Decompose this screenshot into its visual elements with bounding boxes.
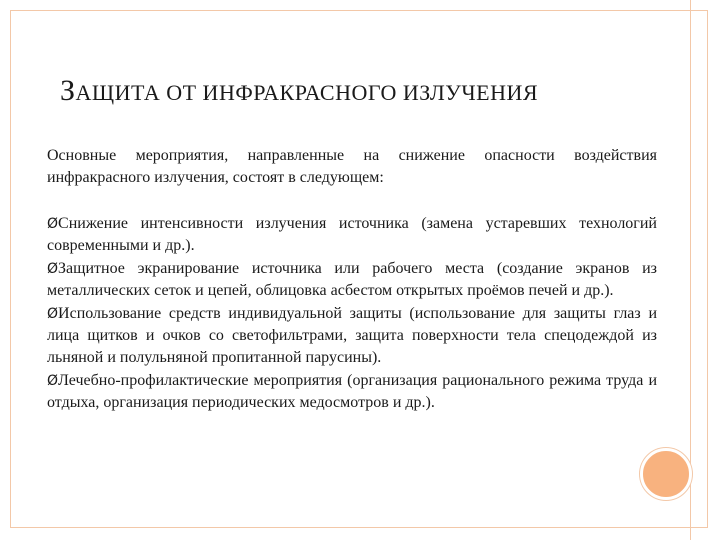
slide-body <box>47 145 657 415</box>
title-rest: АЩИТА ОТ ИНФРАКРАСНОГО ИЗЛУЧЕНИЯ <box>75 80 539 105</box>
list-item-text: Лечебно-профилактические мероприятия (организация рационального режима труда и отдыха, организация периодических медосмотров и др.). <box>47 372 657 411</box>
list-item <box>47 213 657 257</box>
intro-paragraph: Основные мероприятия, направленные на снижение опасности воздействия инфракрасного излучения, состоят в следующем: <box>47 147 657 186</box>
measures-list <box>47 213 657 414</box>
list-item <box>47 303 657 369</box>
arrow-bullet-icon: Ø <box>47 306 59 322</box>
slide-title <box>60 74 660 108</box>
title-first-letter: З <box>60 74 76 107</box>
list-item <box>47 370 657 414</box>
decorative-circle <box>640 448 692 500</box>
arrow-bullet-icon: Ø <box>47 216 59 232</box>
list-item <box>47 258 657 302</box>
list-item-text: Снижение интенсивности излучения источника (замена устаревших технологий современными и др.). <box>47 215 657 254</box>
list-item-text: Защитное экранирование источника или рабочего места (создание экранов из металлических сеток и цепей, облицовка асбестом открытых проёмов печей и др.). <box>47 260 657 299</box>
arrow-bullet-icon: Ø <box>47 373 59 389</box>
arrow-bullet-icon: Ø <box>47 261 59 277</box>
slide-frame-right-band <box>690 0 704 540</box>
list-item-text: Использование средств индивидуальной защиты (использование для защиты глаз и лица щитков и очков со светофильтрами, защита поверхности тела спецодеждой из льняной и полульняной пропитанной парусины). <box>47 305 657 366</box>
